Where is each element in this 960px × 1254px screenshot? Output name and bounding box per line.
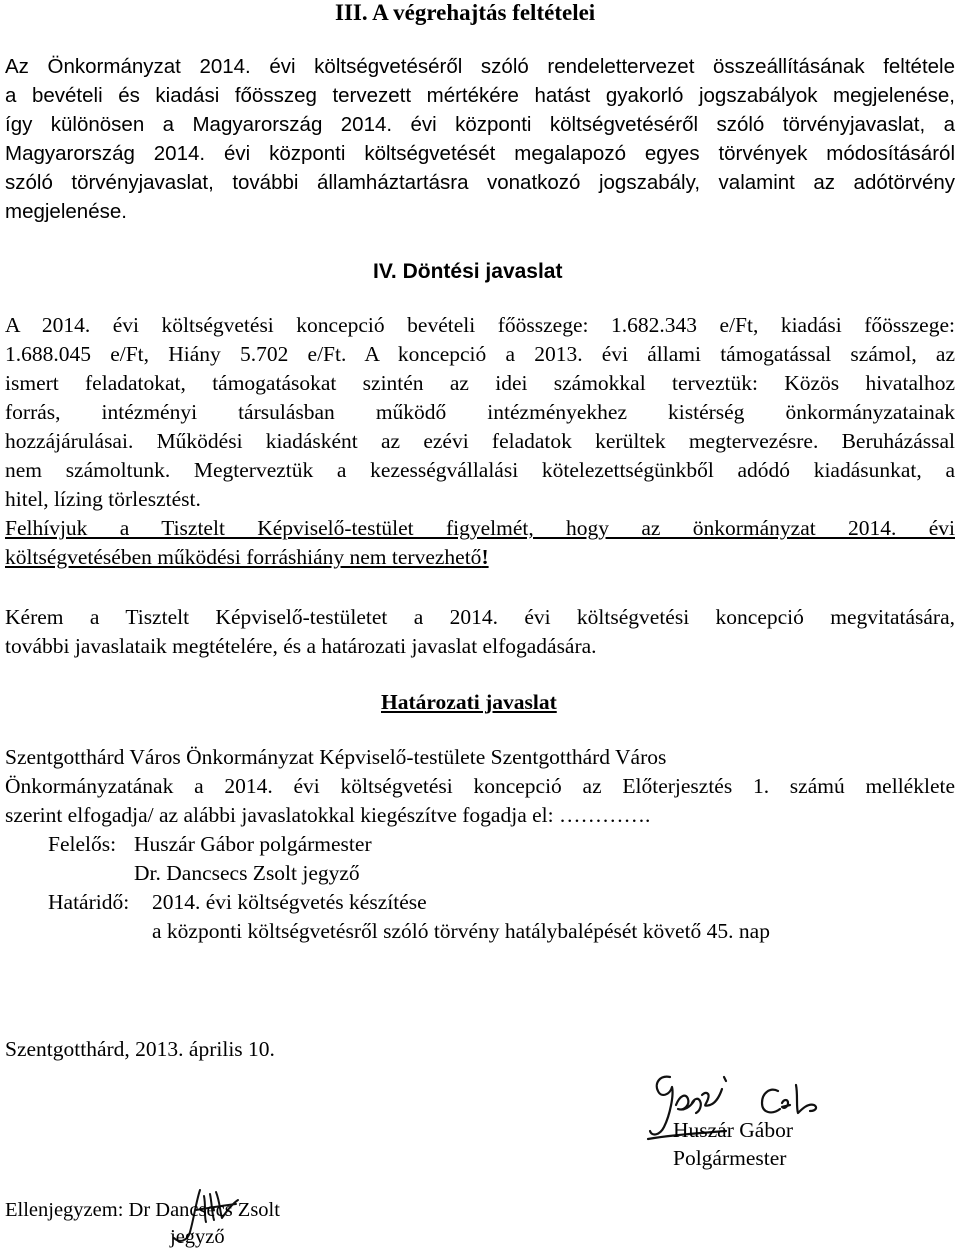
section-4-line-2: 1.688.045 e/Ft, Hiány 5.702 e/Ft. A koncepció a 2013. évi állami támogatással számol, az (5, 342, 955, 366)
responsible-2: Dr. Dancsecs Zsolt jegyző (134, 861, 360, 885)
deadline-2: a központi költségvetésről szóló törvény hatálybalépését követő 45. nap (152, 919, 770, 943)
section-3-line-4: Magyarország 2014. évi központi költségvetését megalapozó egyes törvények módosításáról (5, 142, 955, 165)
responsible-1: Huszár Gábor polgármester (134, 832, 372, 856)
resolution-heading: Határozati javaslat (381, 690, 557, 714)
section-3-line-6: megjelenése. (5, 200, 127, 223)
countersign-line: Ellenjegyzem: Dr Dancsecs Zsolt (5, 1199, 280, 1221)
section-3-heading: III. A végrehajtás feltételei (335, 0, 596, 25)
section-4-line-6: nem számoltunk. Megterveztük a kezességvállalási kötelezettségünkből adódó kiadásunkat, a (5, 458, 955, 482)
signer-title: Polgármester (673, 1146, 787, 1170)
notice-exclamation: ! (481, 545, 489, 569)
deadline-label: Határidő: (48, 890, 130, 914)
signer-name: Huszár Gábor (673, 1118, 793, 1142)
place-date: Szentgotthárd, 2013. április 10. (5, 1037, 275, 1061)
notice-line-2 (5, 545, 489, 570)
section-4-line-1: A 2014. évi költségvetési koncepció bevételi főösszege: 1.682.343 e/Ft, kiadási főösszege: (5, 313, 955, 337)
resolution-line-1: Szentgotthárd Város Önkormányzat Képviselő-testülete Szentgotthárd Város (5, 745, 667, 769)
countersign-title: jegyző (170, 1226, 225, 1248)
section-3-line-2: a bevételi és kiadási főösszeg tervezett mértékére hatást gyakorló jogszabályok megjelenése, (5, 84, 955, 107)
notice-line-1: Felhívjuk a Tisztelt Képviselő-testület figyelmét, hogy az önkormányzat 2014. évi (5, 516, 955, 540)
section-3-line-1: Az Önkormányzat 2014. évi költségvetéséről szóló rendelettervezet összeállításának feltétele (5, 55, 955, 78)
section-4-line-5: hozzájárulásai. Működési kiadásként az ezévi feladatok kerültek megtervezésre. Beruházással (5, 429, 955, 453)
resolution-line-2: Önkormányzatának a 2014. évi költségvetési koncepció az Előterjesztés 1. számú melléklete (5, 774, 955, 798)
section-4-line-4: forrás, intézményi társulásban működő intézményekhez kistérség önkormányzatainak (5, 400, 955, 424)
deadline-1: 2014. évi költségvetés készítése (152, 890, 427, 914)
section-3-line-3: így különösen a Magyarország 2014. évi központi költségvetéséről szóló törvényjavaslat, a (5, 113, 955, 136)
request-line-2: további javaslataik megtételére, és a határozati javaslat elfogadására. (5, 634, 597, 658)
request-line-1: Kérem a Tisztelt Képviselő-testületet a 2014. évi költségvetési koncepció megvitatására, (5, 605, 955, 629)
section-4-line-7: hitel, lízing törlesztést. (5, 487, 201, 511)
notice-line-2-text: költségvetésében működési forráshiány nem tervezhető (5, 545, 482, 569)
section-4-heading: IV. Döntési javaslat (373, 260, 563, 283)
section-3-line-5: szóló törvényjavaslat, további államháztartásra vonatkozó jogszabály, valamint az adótörvény (5, 171, 955, 194)
resolution-line-3: szerint elfogadja/ az alábbi javaslatokkal kiegészítve fogadja el: …………. (5, 803, 651, 827)
section-4-line-3: ismert feladatokat, támogatásokat szintén az idei számokkal terveztük: Közös hivatalhoz (5, 371, 955, 395)
responsible-label: Felelős: (48, 832, 117, 856)
